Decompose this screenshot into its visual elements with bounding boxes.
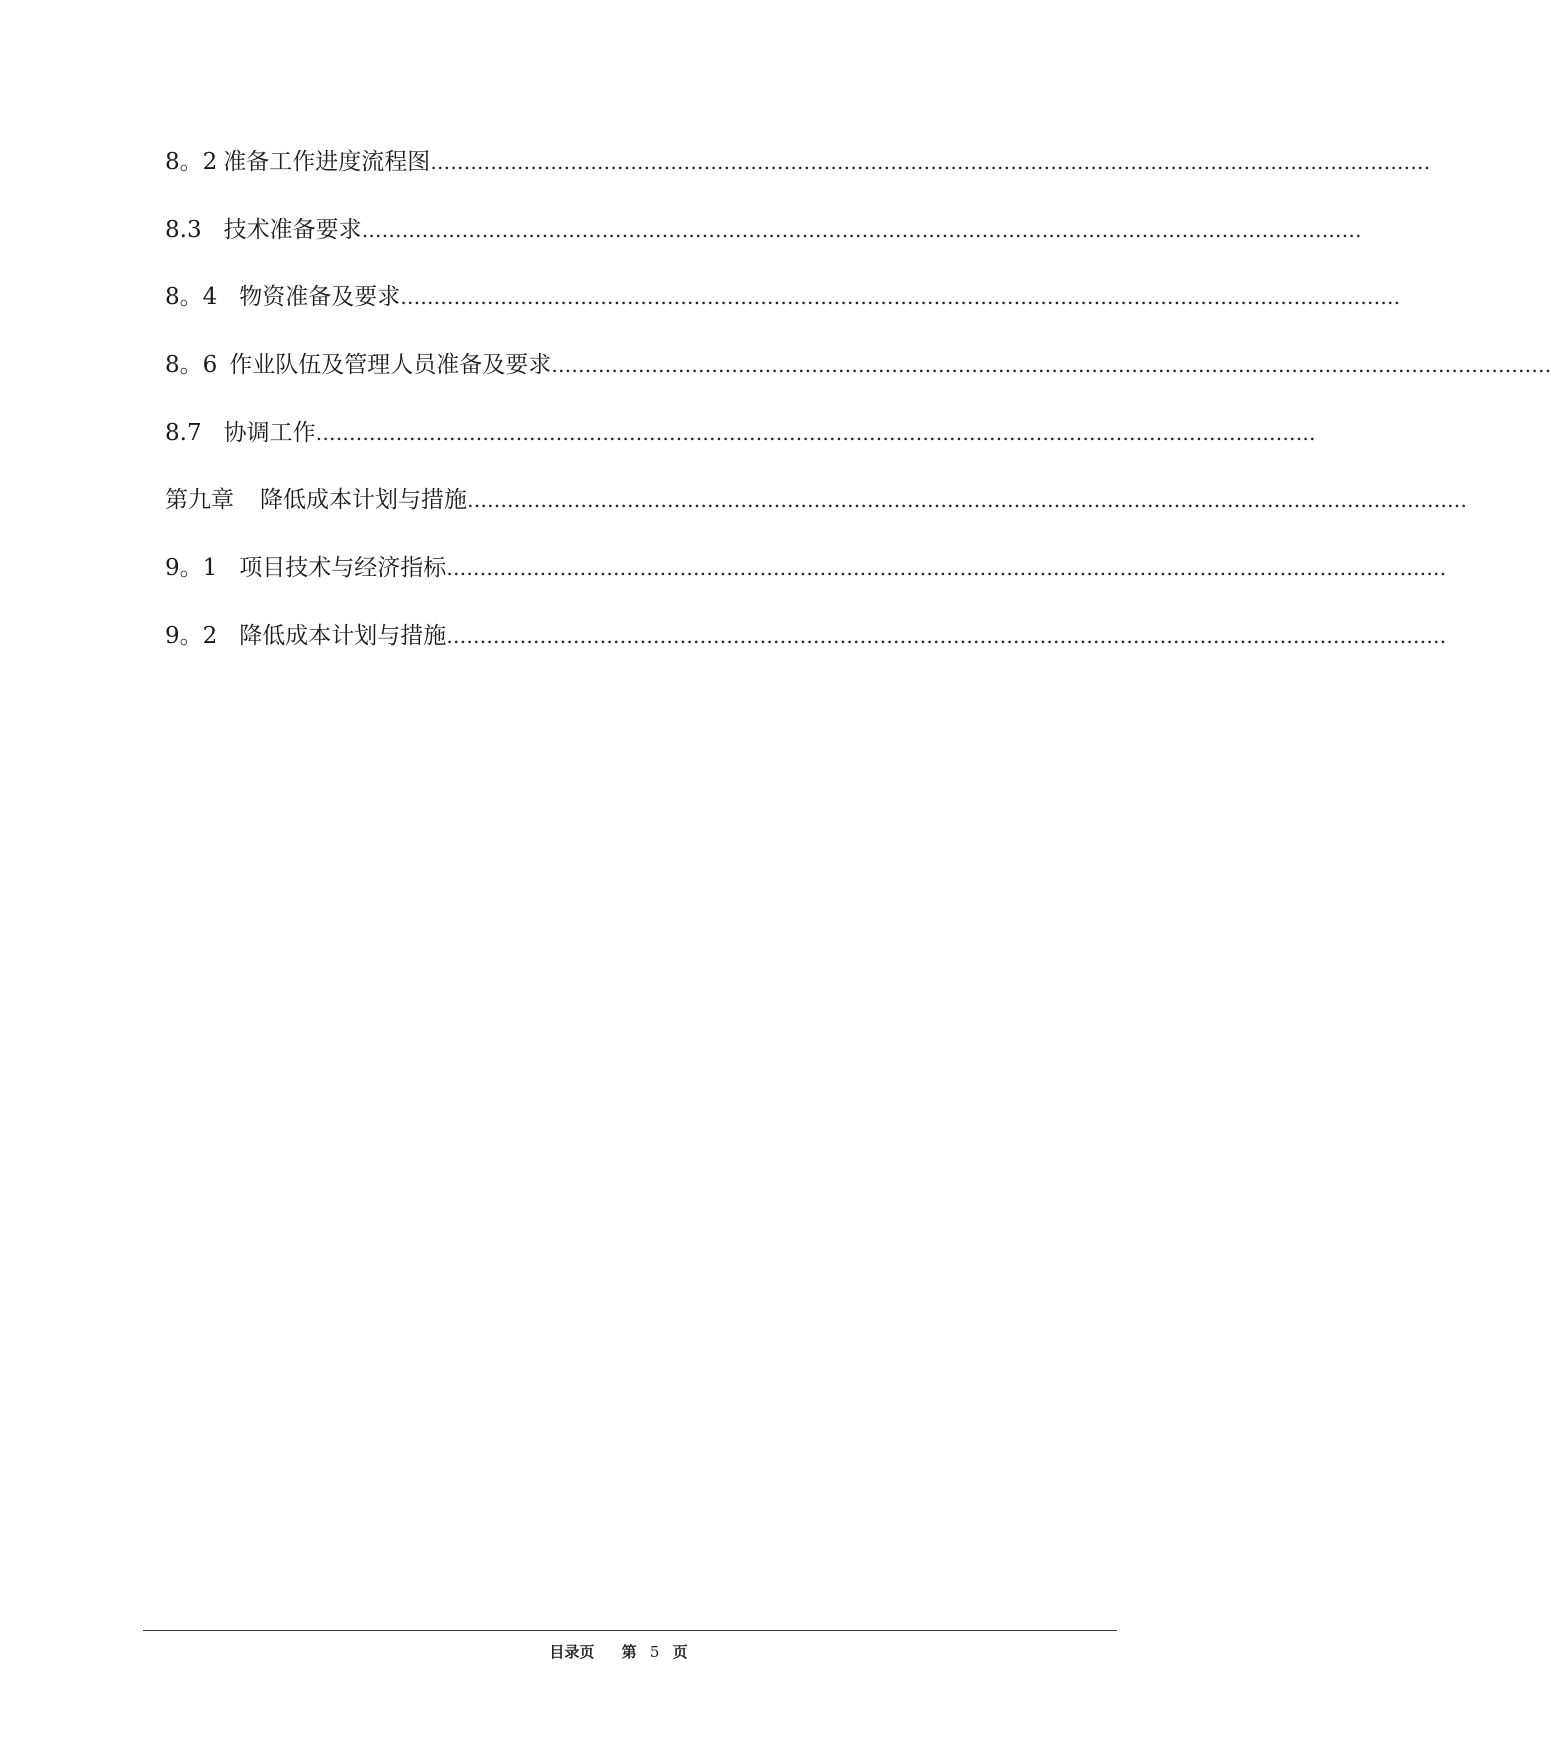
toc-entry-title: 技术准备要求	[223, 217, 362, 243]
toc-entry-number: 8。4	[165, 284, 218, 310]
toc-leader-dots: ……………………………………………………………………………………………………………………………………	[315, 421, 1316, 445]
toc-entry-title: 准备工作进度流程图	[223, 149, 431, 175]
toc-entry-9-1[interactable]	[165, 550, 1447, 586]
footer-page-label	[618, 1643, 692, 1661]
toc-entry-title: 协调工作	[223, 420, 316, 446]
toc-leader-dots: ……………………………………………………………………………………………………………………………………	[361, 218, 1362, 242]
toc-entry-number: 8。6	[165, 352, 218, 378]
toc-entry-title: 项目技术与经济指标	[239, 555, 447, 581]
footer-page-number: 5	[649, 1643, 660, 1661]
toc-entry-8-2[interactable]	[165, 144, 1431, 180]
toc-leader-dots: ……………………………………………………………………………………………………………………………………	[400, 285, 1401, 309]
toc-entry-number: 8。2	[165, 149, 218, 175]
toc-entry-8-4[interactable]	[165, 279, 1401, 315]
toc-entry-title: 作业队伍及管理人员准备及要求	[229, 352, 552, 378]
toc-leader-dots: ……………………………………………………………………………………………………………………………………	[430, 150, 1431, 174]
toc-entry-title: 降低成本计划与措施	[239, 623, 447, 649]
page-footer	[0, 1641, 1241, 1662]
toc-entry-8-6[interactable]	[165, 347, 1551, 383]
toc-entry-number: 9。2	[165, 623, 218, 649]
footer-section-label: 目录页	[549, 1643, 595, 1661]
toc-leader-dots: ……………………………………………………………………………………………………………………………………	[446, 624, 1447, 648]
toc-entry-chapter-9[interactable]	[165, 482, 1467, 518]
footer-page-prefix: 第	[621, 1643, 637, 1661]
toc-leader-dots: ……………………………………………………………………………………………………………………………………	[446, 556, 1447, 580]
toc-entry-8-3[interactable]	[165, 212, 1362, 248]
toc-entry-number: 8.7	[165, 420, 202, 446]
toc-leader-dots: ……………………………………………………………………………………………………………………………………	[551, 353, 1551, 377]
toc-entry-number: 第九章	[165, 487, 234, 513]
footer-divider	[143, 1630, 1117, 1631]
toc-entry-8-7[interactable]	[165, 415, 1316, 451]
toc-entry-title: 物资准备及要求	[239, 284, 401, 310]
toc-entry-number: 8.3	[165, 217, 202, 243]
toc-leader-dots: ……………………………………………………………………………………………………………………………………	[467, 488, 1467, 512]
toc-entry-title: 降低成本计划与措施	[260, 487, 467, 513]
footer-page-suffix: 页	[672, 1643, 688, 1661]
toc-entry-9-2[interactable]	[165, 618, 1447, 654]
toc-entry-number: 9。1	[165, 555, 218, 581]
